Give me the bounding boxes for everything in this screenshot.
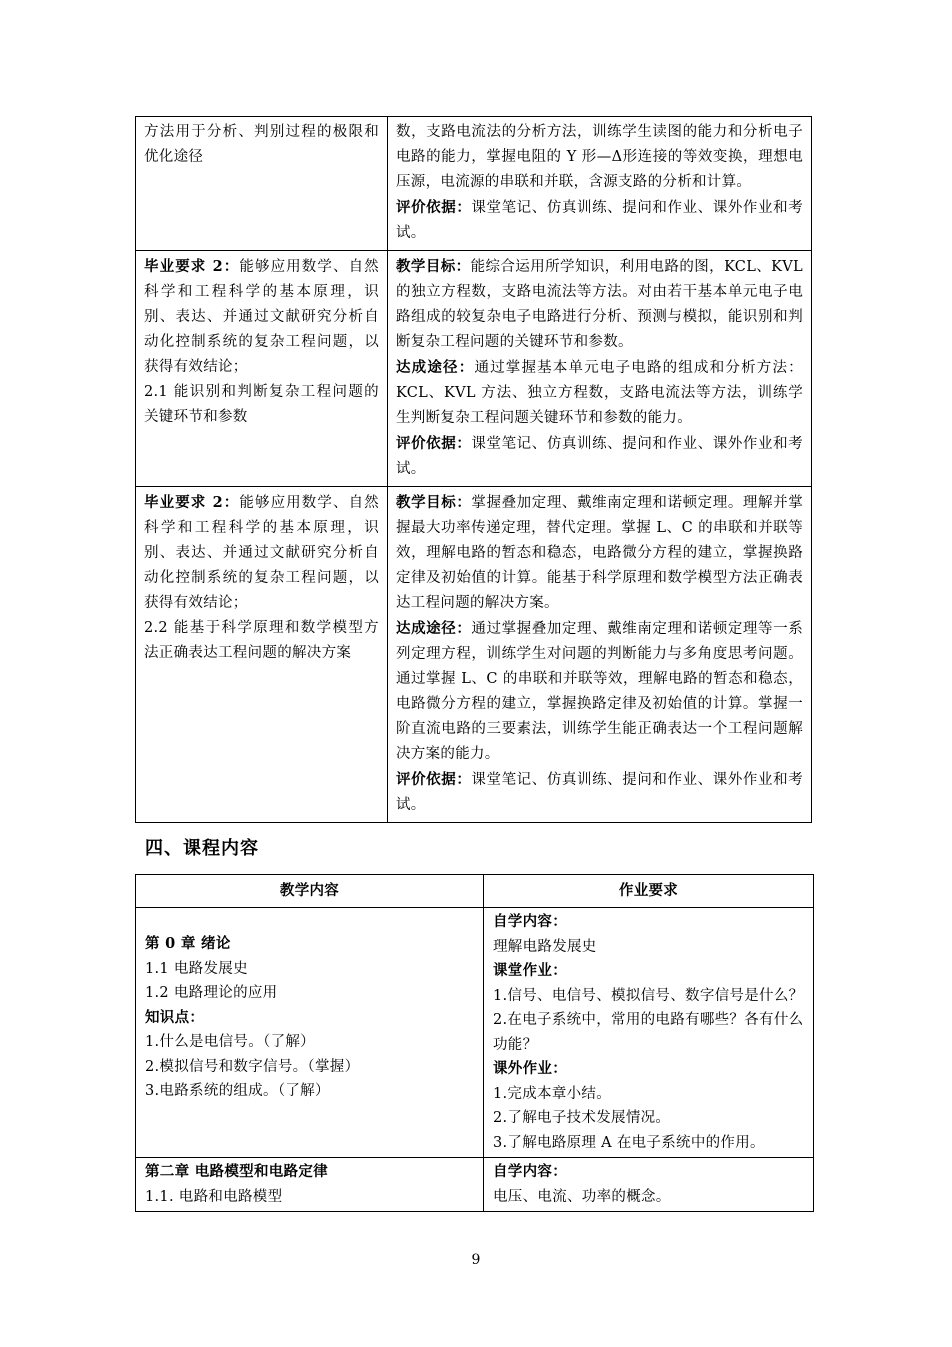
objective-paragraph [396, 767, 803, 818]
knowledge-label: 知识点： [145, 1008, 205, 1026]
objective-label: 评价依据： [396, 771, 472, 788]
objective-label: 达成途径： [396, 359, 475, 376]
table-header-row [136, 875, 814, 908]
extra-work-label: 课外作业： [493, 1060, 567, 1077]
objective-paragraph [396, 120, 803, 195]
requirement-cell [136, 487, 388, 823]
list-item: 1.信号、电信号、模拟信号、数字信号是什么？ [493, 987, 804, 1004]
list-item: 2.模拟信号和数字信号。（掌握） [145, 1058, 360, 1075]
requirement-sub: 2.2 能基于科学原理和数学模型方法正确表达工程问题的解决方案 [144, 620, 379, 661]
objective-cell [388, 117, 812, 251]
objective-text: 掌握叠加定理、戴维南定理和诺顿定理。理解并掌握最大功率传递定理，替代定理。掌握 L、C 的串联和并联等效，理解电路的暂态和稳态，电路微分方程的建立，掌握换路定律及初始值的计算。能基于科学原理和数学模型方法正确表达工程问题的解决方案。 [396, 495, 803, 611]
objective-text: 课堂笔记、仿真训练、提问和作业、课外作业和考试。 [396, 200, 803, 241]
list-item: 2.在电子系统中，常用的电路有哪些？各有什么功能？ [493, 1012, 804, 1053]
list-item: 1.1 电路发展史 [145, 960, 248, 977]
list-item: 3.了解电路原理 A 在电子系统中的作用。 [493, 1134, 765, 1151]
requirement-paragraph [144, 490, 379, 616]
table-row [136, 117, 812, 251]
self-study-label: 自学内容： [493, 1163, 567, 1180]
objective-label: 教学目标： [396, 494, 472, 511]
class-work-label: 课堂作业： [493, 962, 567, 979]
spacer [145, 910, 474, 932]
objective-label: 达成途径： [396, 620, 472, 637]
objective-text: 能综合运用所学知识，利用电路的图，KCL、KVL 的独立方程数，支路电流法等方法。对由若干基本单元电子电路组成的较复杂电子电路进行分析、预测与模拟，能识别和判断复杂工程问题的关键环节和参数。 [396, 259, 803, 350]
homework-cell [484, 1158, 814, 1212]
list-item: 3.电路系统的组成。（了解） [145, 1083, 330, 1099]
list-item: 1.2 电路理论的应用 [145, 985, 278, 1001]
column-header: 教学内容 [136, 875, 484, 908]
table-row [136, 251, 812, 487]
table-row [136, 1158, 814, 1212]
section-title: 四、课程内容 [145, 838, 259, 859]
objective-text: 数，支路电流法的分析方法，训练学生读图的能力和分析电子电路的能力，掌握电阻的 Y 形—Δ形连接的等效变换，理想电压源，电流源的串联和并联，含源支路的分析和计算。 [396, 124, 803, 190]
requirement-label: 毕业要求 2： [144, 494, 240, 511]
content-cell [136, 908, 484, 1158]
requirement-text: 能够应用数学、自然科学和工程科学的基本原理，识别、表达、并通过文献研究分析自动化控制系统的复杂工程问题，以获得有效结论； [144, 495, 379, 611]
requirement-cell [136, 251, 388, 487]
column-header: 作业要求 [484, 875, 814, 908]
objectives-table [135, 116, 812, 823]
objective-cell [388, 487, 812, 823]
objective-text: 通过掌握叠加定理、戴维南定理和诺顿定理等一系列定理方程，训练学生对问题的判断能力与多角度思考问题。通过掌握 L、C 的串联和并联等效，理解电路的暂态和稳态，电路微分方程的建立，掌握换路定律及初始值的计算。掌握一阶直流电路的三要素法，训练学生能正确表达一个工程问题解决方案的能力。 [396, 621, 803, 762]
objective-text: 课堂笔记、仿真训练、提问和作业、课外作业和考试。 [396, 436, 803, 477]
requirement-text: 能够应用数学、自然科学和工程科学的基本原理，识别、表达、并通过文献研究分析自动化控制系统的复杂工程问题，以获得有效结论； [144, 259, 379, 375]
objective-paragraph [396, 355, 803, 431]
objective-cell [388, 251, 812, 487]
list-item: 1.完成本章小结。 [493, 1085, 612, 1102]
list-item: 2.了解电子技术发展情况。 [493, 1110, 671, 1126]
chapter-title: 第二章 电路模型和电路定律 [145, 1163, 328, 1180]
objective-text: 课堂笔记、仿真训练、提问和作业、课外作业和考试。 [396, 772, 803, 813]
objective-paragraph [396, 254, 803, 355]
requirement-label: 毕业要求 2： [144, 258, 240, 275]
objective-paragraph [396, 490, 803, 616]
objective-label: 评价依据： [396, 435, 472, 452]
self-study-text: 电压、电流、功率的概念。 [493, 1188, 671, 1205]
list-item: 1.1. 电路和电路模型 [145, 1188, 283, 1205]
requirement-paragraph [144, 254, 379, 380]
objective-paragraph [396, 431, 803, 482]
objective-text: 通过掌握基本单元电子电路的组成和分析方法：KCL、KVL 方法、独立方程数，支路电流法等方法，训练学生判断复杂工程问题关键环节和参数的能力。 [396, 360, 803, 426]
homework-cell [484, 908, 814, 1158]
table-row [136, 908, 814, 1158]
list-item: 1.什么是电信号。（了解） [145, 1034, 315, 1050]
requirement-text: 方法用于分析、判别过程的极限和优化途径 [144, 124, 379, 165]
objective-paragraph [396, 616, 803, 767]
requirement-cell [136, 117, 388, 251]
requirement-sub: 2.1 能识别和判断复杂工程问题的关键环节和参数 [144, 384, 379, 425]
table-row [136, 487, 812, 823]
self-study-label: 自学内容： [493, 913, 567, 930]
objective-paragraph [396, 195, 803, 246]
page-number: 9 [471, 1252, 481, 1268]
chapter-title: 第 0 章 绪论 [145, 935, 231, 952]
self-study-text: 理解电路发展史 [493, 938, 597, 955]
content-cell [136, 1158, 484, 1212]
content-table [135, 874, 814, 1212]
objective-label: 教学目标： [396, 258, 471, 275]
objective-label: 评价依据： [396, 199, 472, 216]
